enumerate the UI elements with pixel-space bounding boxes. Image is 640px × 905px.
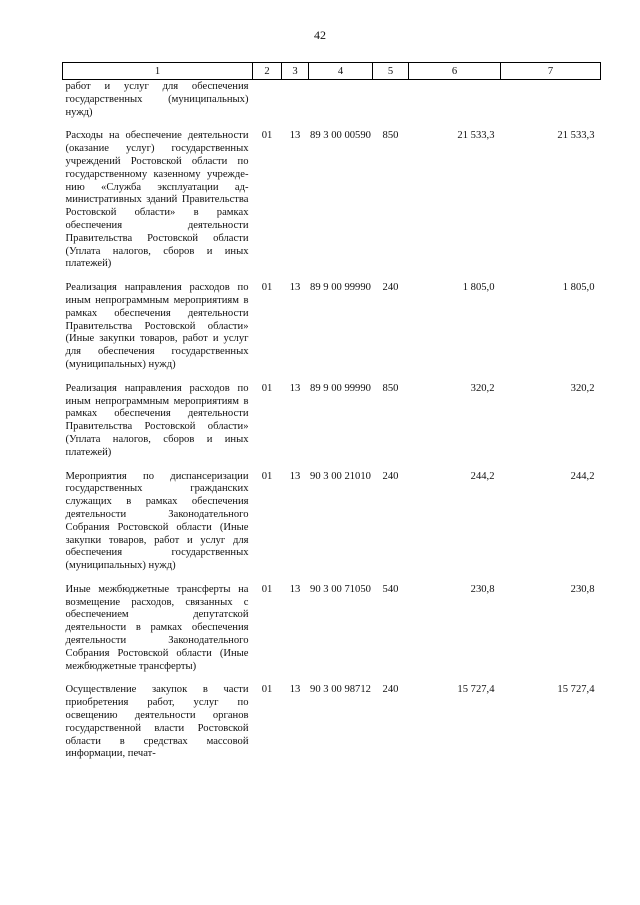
row-expense-type: 850 <box>382 130 399 142</box>
row-description: Осуществление закупок в части приобретения работ, услуг по освещению деятельности органов государственной власти Ростовской области в средствах массовой информации, печат- <box>65 684 249 760</box>
row-amount-1: 320,2 <box>470 382 495 394</box>
row-section: 01 <box>261 382 273 394</box>
header-col-6: 6 <box>409 63 501 80</box>
row-target: 90 3 00 98712 <box>310 684 371 696</box>
row-amount-2: 21 533,3 <box>557 130 595 142</box>
table-row-continuation <box>63 80 601 120</box>
row-subsection: 13 <box>289 382 301 394</box>
row-subsection: 13 <box>289 684 301 696</box>
header-col-1: 1 <box>63 63 253 80</box>
row-amount-2: 1 805,0 <box>562 282 595 294</box>
row-description: Реализация направления расходов по иным непрограммным мероприятиям в рамках обеспечения деятельности Правительства Ростовской области» (Уплата налогов, сборов и иных платежей) <box>65 382 249 458</box>
row-target: 89 9 00 99990 <box>310 282 371 294</box>
table-row <box>63 119 601 271</box>
row-target: 90 3 00 71050 <box>310 583 371 595</box>
row-expense-type: 240 <box>382 282 399 294</box>
row-amount-2: 320,2 <box>570 382 595 394</box>
row-subsection: 13 <box>289 130 301 142</box>
row-subsection: 13 <box>289 583 301 595</box>
row-subsection: 13 <box>289 470 301 482</box>
row-expense-type: 240 <box>382 470 399 482</box>
header-col-7: 7 <box>501 63 601 80</box>
page-number: 42 <box>314 28 326 42</box>
row-target: 89 3 00 00590 <box>310 130 371 142</box>
budget-table <box>62 62 601 761</box>
row-section: 01 <box>261 282 273 294</box>
row-amount-2: 244,2 <box>570 470 595 482</box>
header-col-2: 2 <box>253 63 282 80</box>
row-amount-2: 15 727,4 <box>557 684 595 696</box>
row-section: 01 <box>261 130 273 142</box>
header-row <box>63 63 601 80</box>
row-amount-1: 1 805,0 <box>462 282 495 294</box>
header-col-5: 5 <box>373 63 409 80</box>
row-description: Мероприятия по диспансеризaции государственных гражданских служащих в рамках обеспечения деятельности Законодательного Собрания Ростовской области (Иные закупки товаров, работ и услуг для обеспечения государственных (муниципальных) нужд) <box>65 470 249 572</box>
row-section: 01 <box>261 684 273 696</box>
table-row <box>63 372 601 460</box>
row-section: 01 <box>261 470 273 482</box>
row-target: 89 9 00 99990 <box>310 382 371 394</box>
table-row <box>63 460 601 573</box>
row-description: Расходы на обеспечение деятельности (оказание услуг) государственных учреждений Ростовской области по государственному казенному учреждению «Служба эксплуатации административных зданий Правительства Ростовской области» в рамках обеспечения деятельности Правительства Ростовской области (Уплата налогов, сборов и иных платежей) <box>65 130 249 270</box>
table-row <box>63 673 601 761</box>
row-expense-type: 850 <box>382 382 399 394</box>
row-target: 90 3 00 21010 <box>310 470 371 482</box>
row-amount-2: 230,8 <box>570 583 595 595</box>
row-expense-type: 240 <box>382 684 399 696</box>
row-description: Иные межбюджетные трансферты на возмещение расходов, связанных с обеспечением депутатской деятельности в рамках обеспечения деятельности Законодательного Собрания Ростовской области (Иные межбюджетные трансферты) <box>65 583 249 672</box>
header-col-4: 4 <box>309 63 373 80</box>
header-col-3: 3 <box>282 63 309 80</box>
row-amount-1: 21 533,3 <box>457 130 495 142</box>
continuation-text: работ и услуг для обеспечения государственных (муниципальных) нужд) <box>65 81 249 118</box>
row-amount-1: 15 727,4 <box>457 684 495 696</box>
table-row <box>63 271 601 372</box>
row-subsection: 13 <box>289 282 301 294</box>
row-amount-1: 244,2 <box>470 470 495 482</box>
table-row <box>63 573 601 674</box>
row-section: 01 <box>261 583 273 595</box>
row-amount-1: 230,8 <box>470 583 495 595</box>
row-expense-type: 540 <box>382 583 399 595</box>
row-description: Реализация направления расходов по иным непрограммным мероприятиям в рамках обеспечения деятельности Правительства Ростовской области» (Иные закупки товаров, работ и услуг для обеспечения государственных (муниципальных) нужд) <box>65 282 249 370</box>
